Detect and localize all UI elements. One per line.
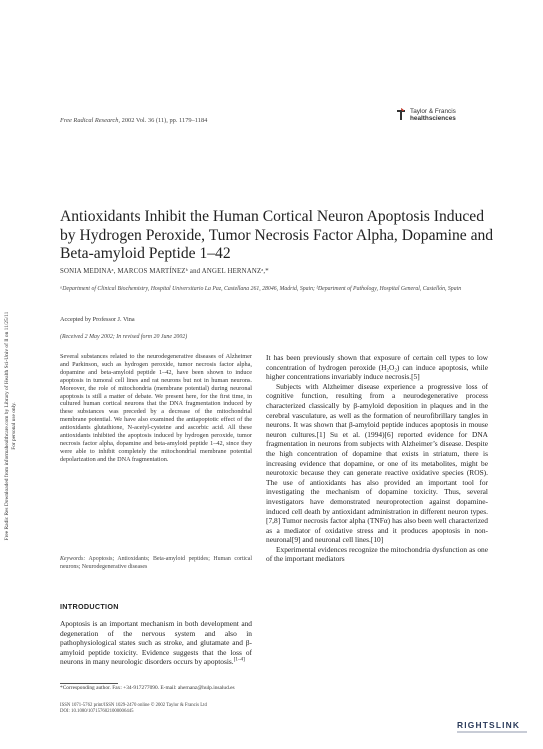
publisher-division: healthsciences <box>410 115 456 122</box>
side-note-line-1: Free Radic Res Downloaded from informahealthcare.com by Library of Health Sci-Univ of Il on 11/25/11 <box>4 311 10 541</box>
rightslink-logo[interactable] <box>457 720 529 738</box>
introduction-paragraph <box>60 619 252 667</box>
article-title: Antioxidants Inhibit the Human Cortical Neuron Apoptosis Induced by Hydrogen Peroxide, Tumor Necrosis Factor Alpha, Dopamine and Beta-amyloid Peptide 1–42 <box>60 208 494 263</box>
download-side-note <box>2 236 18 616</box>
right-column <box>266 353 488 564</box>
paragraph-alzheimer: Subjects with Alzheimer disease experience a progressive loss of cognitive function, resulting from a neurodegenerative process characterized classically by β-amyloid deposition in plaques and in the cerebral vasculature, as well as the formation of neurofibrillary tangles in neurons. It was shown that β-amyloid peptide induces apoptosis in mouse neuron cultures.[1] Su et al. (1994)[6] reported evidence for DNA fragmentation in neurons from subjects with Alzheimer’s disease. Despite the high concentration of dopamine that exists in striatum, there is increasing evidence that dopamine, or one of its metabolites, might be neurotoxic because they can generate reactive oxidative species (ROS). The use of antioxidants has also provided an important tool for investigating the mechanism of dopamine toxicity. Thus, several investigators have demonstrated neuroprotection against dopamine-induced cell death by antioxidant administration in different neuron types.[7,8] Tumor necrosis factor alpha (TNFα) has also been well characterized as a mediator of oxidative stress and it produces apoptosis in non-neuronal[9] and neuronal cell lines.[10] <box>266 381 488 545</box>
footnote-divider <box>60 683 118 684</box>
paragraph-mitochondria: Experimental evidences recognize the mitochondria dysfunction as one of the important mediators <box>266 544 488 564</box>
issn-block <box>60 703 207 715</box>
paragraph-hydrogen-peroxide: It has been previously shown that exposure of certain cell types to low concentration of hydrogen peroxide (H₂O₂) can induce apoptosis, while higher concentrations invariably induce necrosis.[5] <box>266 353 488 382</box>
issn-line: ISSN 1071-5762 print/ISSN 1029-2470 online © 2002 Taylor & Francis Ltd <box>60 703 207 708</box>
abstract: Several substances related to the neurodegenerative diseases of Alzheimer and Parkinson, such as hydrogen peroxide, tumor necrosis factor alpha, dopamine and beta-amyloid peptide 1–42, have been shown to induce apoptosis in tumoral cell lines and rat neurons but not in human neurons. Moreover, the role of mitochondria (membrane potential) during neuronal apoptosis is still a matter of debate. We present here, for the first time, in cultured human cortical neurons that the DNA fragmentation induced by these substances was preceded by a decrease of the mitochondrial membrane potential. We have also examined the antiapoptotic effect of the antioxidants glutathione, N-acetyl-cysteine and ascorbic acid. All these antioxidants inhibited the apoptosis induced by hydrogen peroxide, tumor necrosis factor alpha, dopamine and beta-amyloid peptide 1–42, since they were able to inhibit completely the mitochondrial membrane potential depolarization and the DNA fragmentation. <box>60 353 252 463</box>
author-list: SONIA MEDINAᵃ, MARCOS MARTÍNEZᵇ and ANGEL HERNANZᵃ,* <box>60 268 269 275</box>
publisher-name: Taylor & Francis <box>410 108 456 115</box>
keywords <box>60 556 252 571</box>
introduction-reference: [1–4] <box>233 656 245 663</box>
author-affiliations: ᵃDepartment of Clinical Biochemistry, Hospital Universitario La Paz, Castellana 261, 28046, Madrid, Spain; ᵇDepartment of Pathology, Hospital General, Castellón, Spain <box>60 286 462 292</box>
accepted-by: Accepted by Professor J. Vina <box>60 316 135 323</box>
corresponding-author-footnote: *Corresponding author. Fax: +34-917277090. E-mail: ahernanz@hulp.insalud.es <box>60 685 235 691</box>
received-dates: (Received 2 May 2002; In revised form 20 June 2002) <box>60 334 188 340</box>
introduction-text: Apoptosis is an important mechanism in both development and degeneration of the nervous system and also in pathophysiological states such as stroke, and glutamate and β-amyloid peptide toxicity. Evidence suggests that the loss of neurons in many neurologic disorders occurs by apoptosis. <box>60 619 252 667</box>
doi-line: DOI: 10.1080/1071576021000006445 <box>60 709 134 715</box>
publisher-logo <box>395 108 456 122</box>
taylor-francis-logo-icon <box>395 108 407 122</box>
journal-details: , 2002 Vol. 36 (11), pp. 1179–1184 <box>118 117 208 124</box>
side-note-line-2: For personal use only. <box>11 402 17 450</box>
rightslink-underline <box>457 731 527 733</box>
journal-name: Free Radical Research <box>60 117 119 124</box>
journal-citation <box>60 117 207 124</box>
keywords-text: Apoptosis; Antioxidants; Beta-amyloid peptides; Human cortical neurons; Neurodegenerative diseases <box>60 556 252 570</box>
keywords-label: Keywords: <box>60 556 86 562</box>
rightslink-label: RIGHTSLINK <box>457 720 521 730</box>
section-heading-introduction: INTRODUCTION <box>60 602 119 611</box>
